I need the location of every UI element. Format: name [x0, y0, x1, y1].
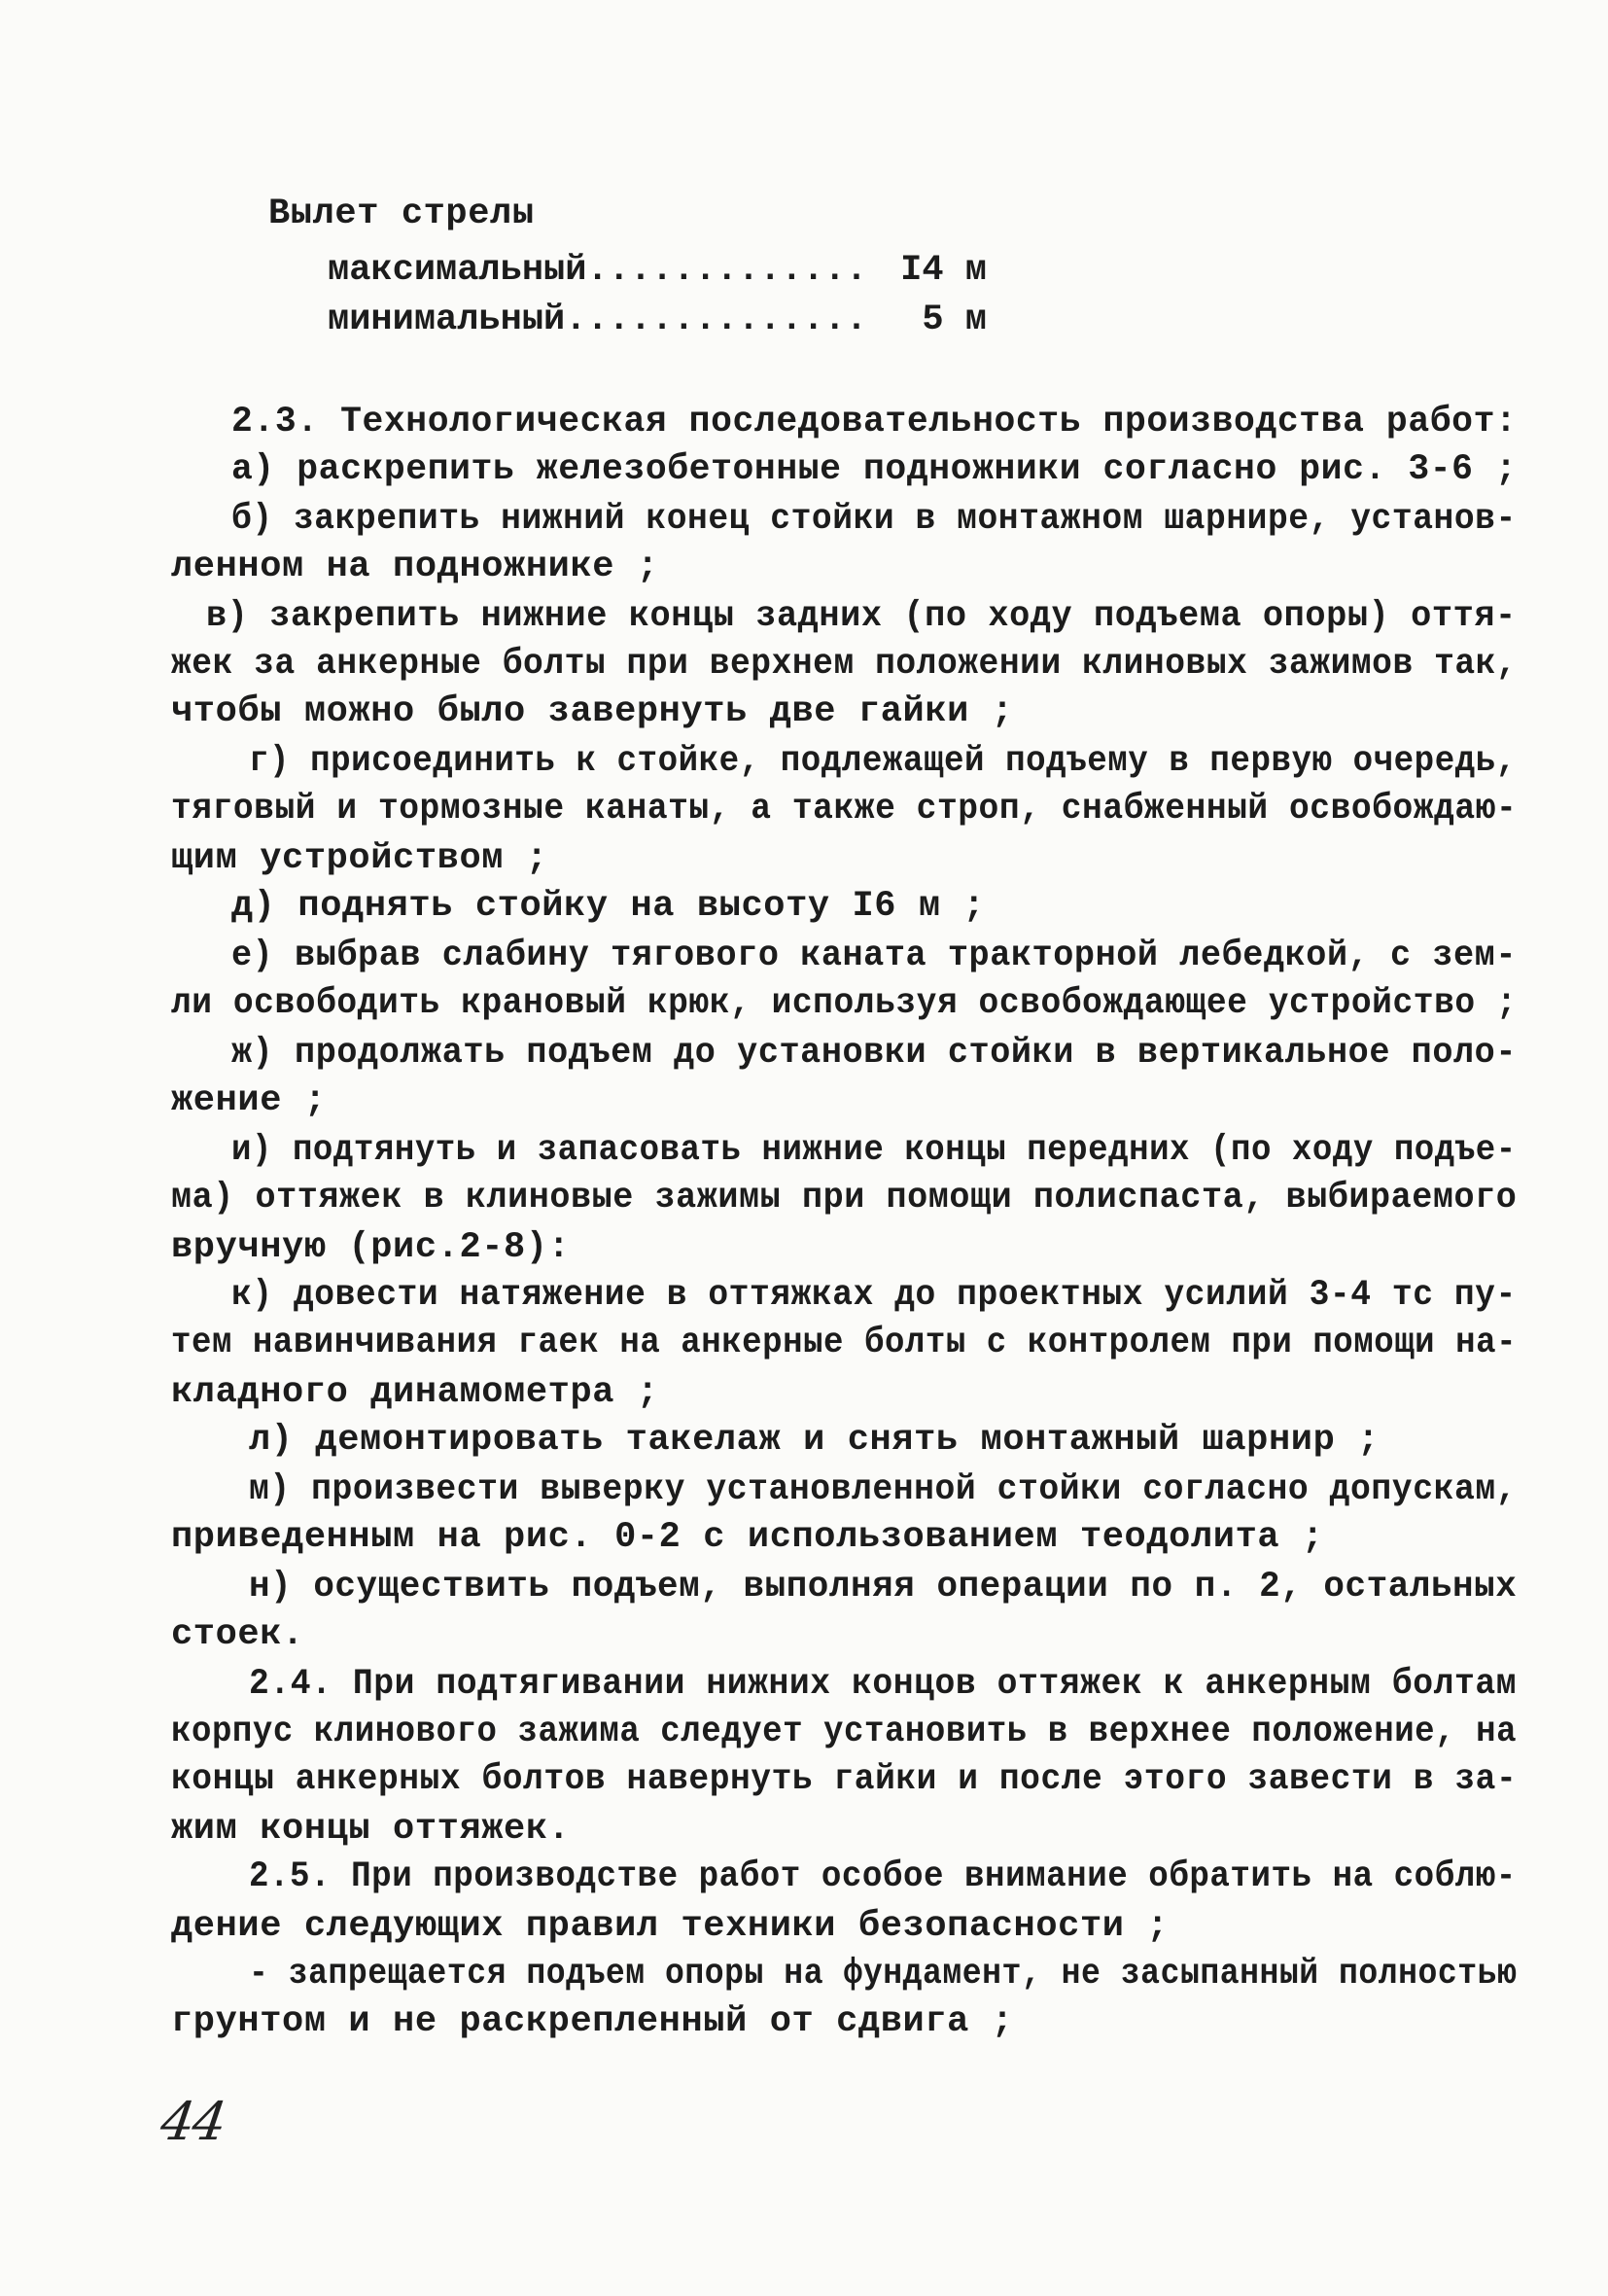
text-line: г) присоединить к стойке, подлежащей подъему в первую очередь, [249, 741, 1517, 782]
boom-reach-min-label: минимальный.............. [328, 300, 868, 340]
text-line: к) довести натяжение в оттяжках до проектных усилий 3-4 тс пу- [231, 1275, 1517, 1316]
page-number: 44 [157, 2091, 229, 2152]
boom-reach-max-label: максимальный............. [328, 250, 868, 291]
text-line: ли освободить крановый крюк, используя освобождающее устройство ; [171, 983, 1518, 1024]
boom-reach-min-value: 5 м [922, 300, 987, 340]
text-line: б) закрепить нижний конец стойки в монтажном шарнире, установ- [231, 499, 1517, 540]
text-line: 2.3. Технологическая последовательность производства работ: [231, 402, 1518, 442]
text-line: и) подтянуть и запасовать нижние концы передних (по ходу подъе- [231, 1130, 1517, 1171]
text-line: кладного динамометра ; [171, 1372, 659, 1413]
text-line: вручную (рис.2-8): [171, 1227, 571, 1268]
text-line: - запрещается подъем опоры на фундамент, не засыпанный полностью [249, 1954, 1518, 1995]
text-line: приведенным на рис. 0-2 с использованием теодолита ; [171, 1517, 1324, 1558]
text-line: ленном на подножнике ; [171, 547, 659, 587]
text-line: чтобы можно было завернуть две гайки ; [171, 691, 1014, 732]
text-line: а) раскрепить железобетонные подножники согласно рис. 3-6 ; [231, 449, 1518, 490]
text-line: ма) оттяжек в клиновые зажимы при помощи полиспаста, выбираемого [171, 1178, 1518, 1219]
text-line: грунтом и не раскрепленный от сдвига ; [171, 2001, 1014, 2042]
boom-reach-max-value: I4 м [900, 250, 987, 291]
text-line: жим концы оттяжек. [171, 1809, 571, 1850]
text-line: н) осуществить подъем, выполняя операции по п. 2, остальных [249, 1567, 1518, 1607]
text-line: в) закрепить нижние концы задних (по ходу подъема опоры) оття- [206, 596, 1517, 637]
text-line: дение следующих правил техники безопасности ; [171, 1906, 1170, 1947]
text-line: д) поднять стойку на высоту I6 м ; [231, 886, 986, 927]
text-line: концы анкерных болтов навернуть гайки и после этого завести в за- [171, 1759, 1518, 1800]
text-line: жек за анкерные болты при верхнем положении клиновых зажимов так, [171, 644, 1518, 685]
text-line: тем навинчивания гаек на анкерные болты с контролем при помощи на- [171, 1323, 1518, 1363]
boom-reach-title: Вылет стрелы [268, 194, 535, 234]
text-line: тяговый и тормозные канаты, а также строп, снабженный освобождаю- [171, 789, 1518, 830]
text-line: ж) продолжать подъем до установки стойки в вертикальное поло- [231, 1033, 1518, 1074]
text-line: м) произвести выверку установленной стойки согласно допускам, [249, 1469, 1518, 1510]
text-line: 2.5. При производстве работ особое внимание обратить на соблю- [249, 1856, 1517, 1897]
text-line: 2.4. При подтягивании нижних концов оттяжек к анкерным болтам [249, 1664, 1518, 1705]
text-line: корпус клинового зажима следует установить в верхнее положение, на [171, 1712, 1518, 1752]
text-line: жение ; [171, 1080, 327, 1121]
text-line: е) выбрав слабину тягового каната тракторной лебедкой, с зем- [231, 936, 1518, 976]
text-line: л) демонтировать такелаж и снять монтажный шарнир ; [249, 1420, 1380, 1461]
text-line: стоек. [171, 1614, 304, 1655]
text-line: щим устройством ; [171, 838, 548, 879]
